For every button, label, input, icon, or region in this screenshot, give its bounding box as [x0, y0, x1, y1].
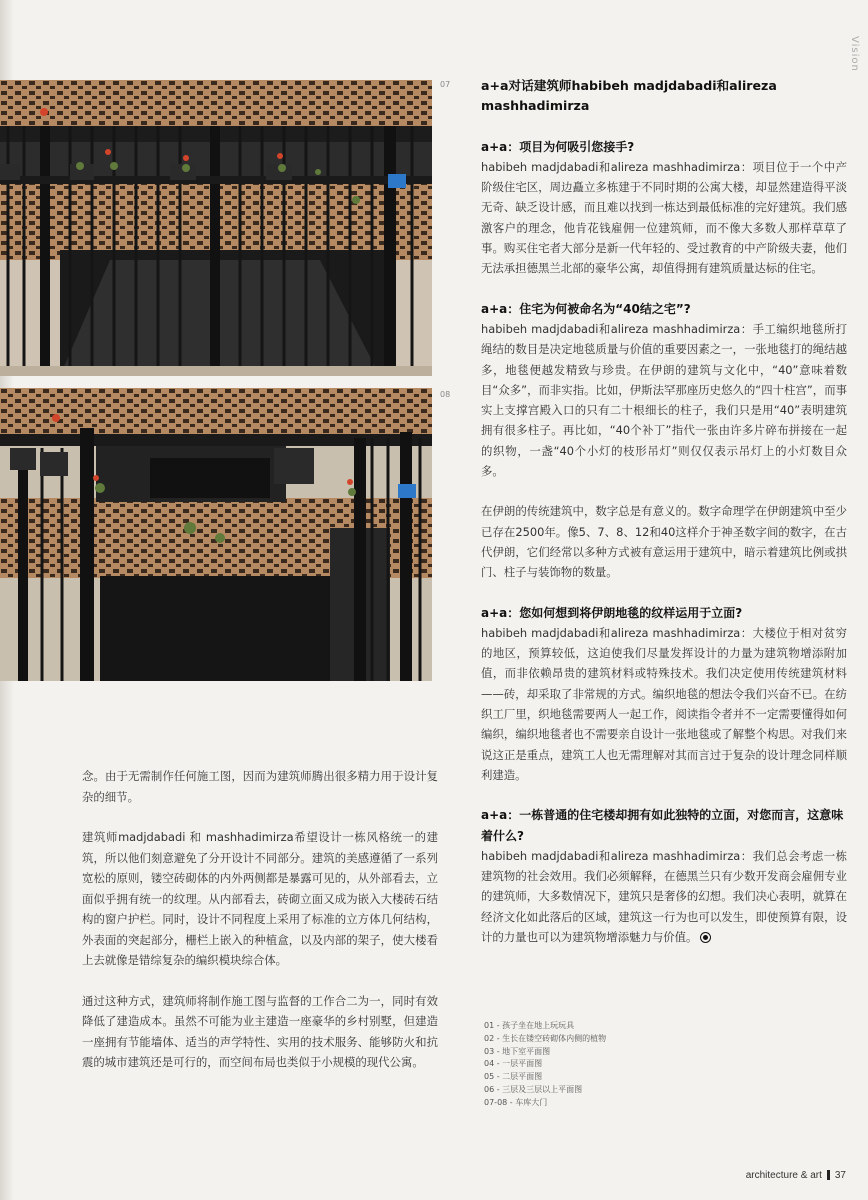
body-paragraph: 建筑师madjdabadi 和 mashhadimirza希望设计一栋风格统一的建筑，所以他们刻意避免了分开设计不同部分。建筑的美感遵循了一系列宽松的原则，镂空砖砌体的内外两侧都是暴露可见的，从外部看去，立面似乎拥有统一的纹理。从内部看去，砖砌立面又成为嵌入大楼砖石结构的窗户护栏。同时，设计不同程度上采用了标准的立方体几何结构，外表面的突起部分，栅栏上嵌入的种植盒，以及内部的架子，使大楼看上去就像是错综复杂的编织模块综合体。 [82, 830, 438, 967]
figure-number-07: 07 [440, 80, 451, 89]
interview-question: a+a：一栋普通的住宅楼却拥有如此独特的立面，对您而言，这意味着什么? [481, 808, 844, 843]
interview-question: a+a：您如何想到将伊朗地毯的纹样运用于立面? [481, 605, 743, 620]
body-paragraph: 在伊朗的传统建筑中，数字总是有意义的。数字命理学在伊朗建筑中至少已存在2500年。像5、7、8、12和40这样介于神圣数字间的数字，在古代伊朗，它们经常以多种方式被有意运用于建筑中，暗示着建筑比例或拱门、柱子与装饰物的数量。 [481, 504, 847, 580]
interview-title: a+a对话建筑师habibeh madjdabadi和alireza mashhadimirza [481, 78, 777, 114]
section-label: Vision [849, 36, 860, 72]
interview-answer: habibeh madjdabadi和alireza mashhadimirza：手工编织地毯所打绳结的数目是决定地毯质量与价值的重要因素之一，一张地毯打的绳结越多，地毯便越发精致与珍贵。在伊朗的建筑与文化中，“40”意味着数目“众多”，而非实指。比如，伊斯法罕那座历史悠久的“四十柱宫”，而事实上支撑宫殿入口的只有二十根细长的柱子，我们只是用“40”表明建筑拥有很多柱子。再比如，“40个补丁”指代一张由许多片碎布拼接在一起的织物，一盏“40个小灯的枝形吊灯”则仅仅表示吊灯上的小灯数目众多。 [481, 321, 847, 479]
interview-answer [481, 846, 847, 947]
magazine-name: architecture & art [745, 1170, 822, 1181]
right-text-column [481, 76, 847, 967]
photo-garage-gate-07 [0, 80, 432, 376]
figure-number-08: 08 [440, 390, 451, 399]
footer-divider [827, 1170, 830, 1180]
caption-item: 04 - 一层平面图 [484, 1059, 543, 1069]
body-paragraph: 通过这种方式，建筑师将制作施工图与监督的工作合二为一，同时有效降低了建造成本。虽然不可能为业主建造一座豪华的乡村别墅，但建造一座拥有节能墙体、适当的声学特性、实用的技术服务、能够防火和抗震的城市建筑还是可行的，而空间布局也类似于小规模的现代公寓。 [82, 993, 438, 1069]
interview-question: a+a：项目为何吸引您接手? [481, 139, 635, 154]
interview-answer: habibeh madjdabadi和alireza mashhadimirza：大楼位于相对贫穷的地区，预算较低，这迫使我们尽量发挥设计的力量为建筑物增添附加值，而非依赖昂贵的建筑材料或特殊技术。我们决定使用传统建筑材料——砖，却采取了非常规的方式。编织地毯的想法令我们兴奋不已。在纺织工厂里，织地毯需要两人一起工作，阅读指令者并不一定需要懂得如何编织，编织地毯者也不需要亲自设计一张地毯或了解整个构思。对我们来说这正是重点，建筑工人也无需理解对其而言过于复杂的设计理念同样顺利建造。 [481, 625, 847, 782]
caption-item: 01 - 孩子坐在地上玩玩具 [484, 1021, 575, 1030]
answer-text: habibeh madjdabadi和alireza mashhadimirza：我们总会考虑一栋建筑物的社会效用。我们必须解释，在德黑兰只有少数开发商会雇佣专业的建筑师，大多数情况下，建筑只是奢侈的幻想。我们决心表明，就算在经济文化如此落后的区域，建筑这一行为也可以发生，即使预算有限，设计的力量也可以为建筑物增添魅力与价值。 [481, 848, 847, 944]
end-of-article-icon [700, 932, 711, 943]
figure-captions [484, 1020, 784, 1110]
photo-garage-gate-08 [0, 388, 432, 681]
caption-item: 05 - 二层平面图 [484, 1072, 543, 1082]
body-paragraph: 念。由于无需制作任何施工图，因而为建筑师腾出很多精力用于设计复杂的细节。 [82, 769, 438, 804]
interview-answer: habibeh madjdabadi和alireza mashhadimirza：项目位于一个中产阶级住宅区，周边矗立多栋建于不同时期的公寓大楼，却显然建造得平淡无奇、缺乏设计感，而且难以找到一栋达到最低标准的完好建筑。我们感激客户的理念，他肯花钱雇佣一位建筑师，而不像大多数人那样草草了事。购买住宅者大部分是新一代年轻的、受过教育的中产阶级夫妻，他们无法承担德黑兰北部的豪华公寓，却值得拥有建筑质量达标的住宅。 [481, 159, 847, 276]
caption-item: 06 - 三层及三层以上平面图 [484, 1084, 583, 1094]
interview-question: a+a：住宅为何被命名为“40结之宅”? [481, 301, 691, 316]
left-text-column [82, 766, 438, 1093]
caption-item: 02 - 生长在镂空砖砌体内侧的植物 [484, 1033, 607, 1043]
page-number: 37 [834, 1170, 846, 1181]
caption-item: 07-08 - 车库大门 [484, 1097, 548, 1107]
page-footer [746, 1170, 846, 1181]
caption-item: 03 - 地下室平面图 [484, 1046, 551, 1056]
